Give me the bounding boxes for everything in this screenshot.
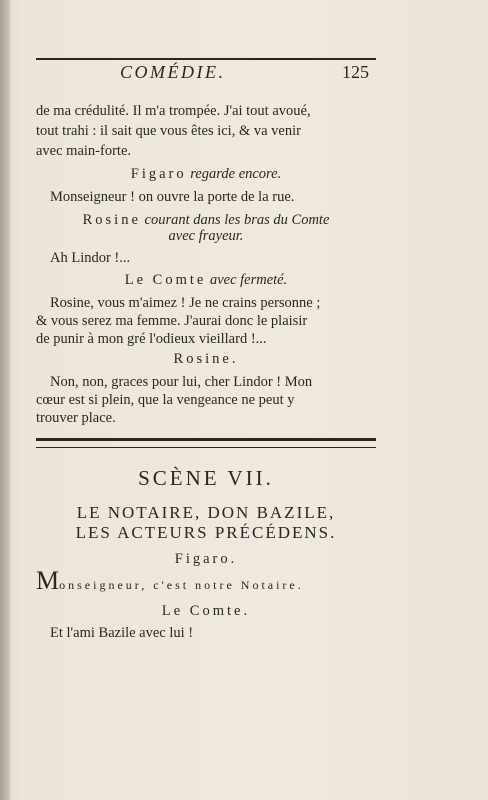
speaker-name: Rosine <box>82 212 141 228</box>
text-line: de ma crédulité. Il m'a trompée. J'ai tout avoué, <box>36 103 311 119</box>
dialogue-line: Et l'ami Bazile avec lui ! <box>50 625 194 641</box>
stage-direction: courant dans les bras du Comte <box>144 212 330 228</box>
dramatis-personae-line: LES ACTEURS PRÉCÉDENS. <box>75 523 337 542</box>
dialogue-line: cœur est si plein, que la vengeance ne peut y <box>36 392 295 408</box>
dialogue-line: & vous serez ma femme. J'aurai donc le plaisir <box>36 313 308 329</box>
header-rule <box>36 58 376 60</box>
stage-direction: regarde encore. <box>190 166 282 182</box>
speaker-rosine-2: Rosine. <box>173 351 239 367</box>
speaker-name: Figaro <box>130 166 187 182</box>
drop-cap: M <box>36 566 60 595</box>
dialogue-line: trouver place. <box>36 410 116 426</box>
speaker-figaro <box>36 165 376 183</box>
speaker-comte-2: Le Comte. <box>161 603 251 619</box>
text-line: tout trahi : il sait que vous êtes ici, & va venir <box>36 123 301 139</box>
speaker-figaro-2: Figaro. <box>174 551 238 567</box>
scene-title: SCÈNE VII. <box>138 466 274 490</box>
dialogue-line: Non, non, graces pour lui, cher Lindor ! Mon <box>50 374 313 390</box>
dialogue-line: Monseigneur ! on ouvre la porte de la rue. <box>50 189 295 205</box>
dramatis-personae-line: LE NOTAIRE, DON BAZILE, <box>76 503 336 522</box>
dialogue-line: Ah Lindor !... <box>50 250 131 266</box>
dialogue-line: Rosine, vous m'aimez ! Je ne crains personne ; <box>50 295 321 311</box>
page-header <box>36 58 376 84</box>
dialogue-line: de punir à mon gré l'odieux vieillard !... <box>36 331 267 347</box>
scene-divider <box>36 438 376 448</box>
running-head: COMÉDIE. <box>120 62 226 82</box>
page-number: 125 <box>342 62 369 82</box>
text-line: avec main-forte. <box>36 143 132 159</box>
speaker-name: Le Comte <box>124 272 207 288</box>
dialogue-text: onseigneur, c'est notre Notaire. <box>59 578 304 592</box>
stage-direction: avec fermeté. <box>209 272 288 288</box>
stage-direction: avec frayeur. <box>168 228 244 244</box>
speaker-comte <box>36 271 376 289</box>
dialogue-line-dropcap <box>36 566 376 595</box>
book-spine-shadow <box>0 0 10 800</box>
